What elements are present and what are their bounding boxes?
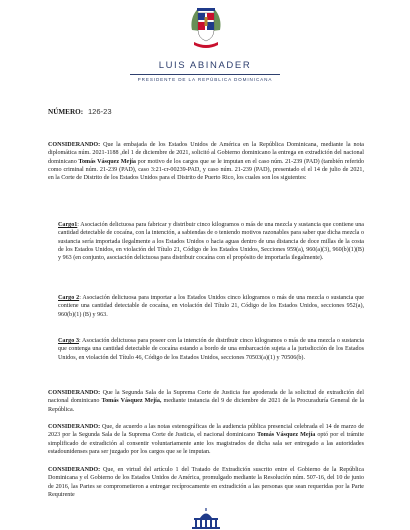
- considerando-label: CONSIDERANDO:: [48, 390, 101, 396]
- paragraph-text: por motivo de los cargos que se le imputan en el caso núm. 21-239 (PAD) (también referido como criminal núm. 21-239 (PAD), caso 3:21-cr-00239-PAD, y caso núm. 21-239 (PAD), presentado el el 14 de julio de 2021, en la Corte de Distrito de los Estados Unidos para el Distrito de Puerto Rico, los cuales son los siguientes:: [48, 158, 365, 182]
- considerando-label: CONSIDERANDO:: [48, 424, 101, 430]
- charge-label: Cargo 2: [58, 295, 80, 301]
- coat-of-arms-icon: [186, 4, 226, 54]
- considerando-label: CONSIDERANDO:: [48, 467, 101, 473]
- charge-label: Cargo 3: [58, 338, 79, 344]
- paragraph-text: mediante instancia del 9 de diciembre de 2021 de la Procuraduría General de la República.: [48, 398, 364, 413]
- letterhead-subtitle: PRESIDENTE DE LA REPÚBLICA DOMINICANA: [137, 77, 273, 82]
- considerando-label: CONSIDERANDO:: [48, 142, 101, 148]
- decree-number: [48, 107, 112, 116]
- person-name: Tomás Vásquez Mejía,: [101, 398, 162, 405]
- charge-label: Cargo1: [58, 222, 78, 228]
- letterhead-name: LUIS ABINADER: [158, 60, 252, 71]
- letterhead-divider: [130, 74, 280, 75]
- paragraph-text: Que la embajada de los Estados Unidos de América en la República Dominicana, mediante la nota diplomática núm. 2021-1188 ,del 1 de diciembre de 2021, solicitó al Gobierno dominicano la entrega en extradición del nacional dominicano: [48, 142, 364, 165]
- paragraph-text: Que, en virtud del artículo 1 del Tratado de Extradición suscrito entre el Gobierno de la República Dominicana y el Gobierno de los Estados Unidos de América, promulgado mediante la Resolución núm. 507-16, del 10 de junio de 2016, las Partes se comprometieron a entregar recíprocamente en extradición a las personas que sean requeridas por la Parte Requirente: [48, 467, 364, 499]
- decree-number-value: 126-23: [87, 107, 112, 116]
- person-name: Tomás Vásquez Mejía: [257, 432, 316, 439]
- palace-icon: [186, 508, 226, 530]
- paragraph-text: optó por el trámite simplificado de extradición al consentir voluntariamente ante los magistrados de dicha sala ser entregado a las autoridades estadounidenses para ser juzgado por los cargos que se le imputan.: [48, 432, 364, 456]
- charge-1: [58, 221, 364, 263]
- considerando-paragraph-4: [48, 466, 364, 499]
- person-name: Tomás Vásquez Mejía: [78, 158, 136, 165]
- charge-3: [58, 337, 364, 362]
- considerando-paragraph-1: [48, 141, 364, 183]
- decree-number-label: NÚMERO:: [48, 108, 84, 116]
- charge-text: : Asociación delictuosa para poseer con la intención de distribuir cinco kilogramos o más de una mezcla o sustancia que contenga una cantidad detectable de cocaína estando a bordo de una embarcación sujeta a la jurisdicción de los Estados Unidos, en violación del Título 46, Código de los Estados Unidos, secciones 70503(a)(1) y 70506(b).: [58, 338, 364, 361]
- considerando-paragraph-3: [48, 423, 364, 456]
- charge-text: : Asociación delictuosa para fabricar y distribuir cinco kilogramos o más de una mezcla y sustancia que contiene una cantidad detectable de cocaína, con la intención, a sabiendas de o teniendo motivos razonables para saber que dicha mezcla o sustancia sería importada ilegalmente a los Estados Unidos o hacia aguas dentro de una distancia de doce millas de la costa de los Estados Unidos, en violación del Título 21, Código de los Estados Unidos, Secciones 959(a), 960(a)(3), 960(b)(1)(B) y 963 (en conjunto, asociación delictuosa para distribuir cocaína con el propósito de importarla ilegalmente).: [58, 222, 364, 262]
- charge-text: : Asociación delictuosa para importar a los Estados Unidos cinco kilogramos o más de una mezcla o sustancia que contiene una cantidad detectable de cocaína, en violación del Título 21, Código de los Estados Unidos, secciones 952(a), 960(b)(1) (B) y 963.: [58, 295, 364, 318]
- paragraph-text: Que la Segunda Sala de la Suprema Corte de Justicia fue apoderada de la solicitud de extradición del nacional dominicano: [48, 390, 364, 405]
- considerando-paragraph-2: [48, 389, 364, 414]
- charge-2: [58, 294, 364, 319]
- paragraph-text: Que, de acuerdo a las notas estenográficas de la audiencia pública presencial celebrada el 14 de marzo de 2023 por la Segunda Sala de la Suprema Corte de Justicia, el nacional dominicano: [48, 424, 364, 439]
